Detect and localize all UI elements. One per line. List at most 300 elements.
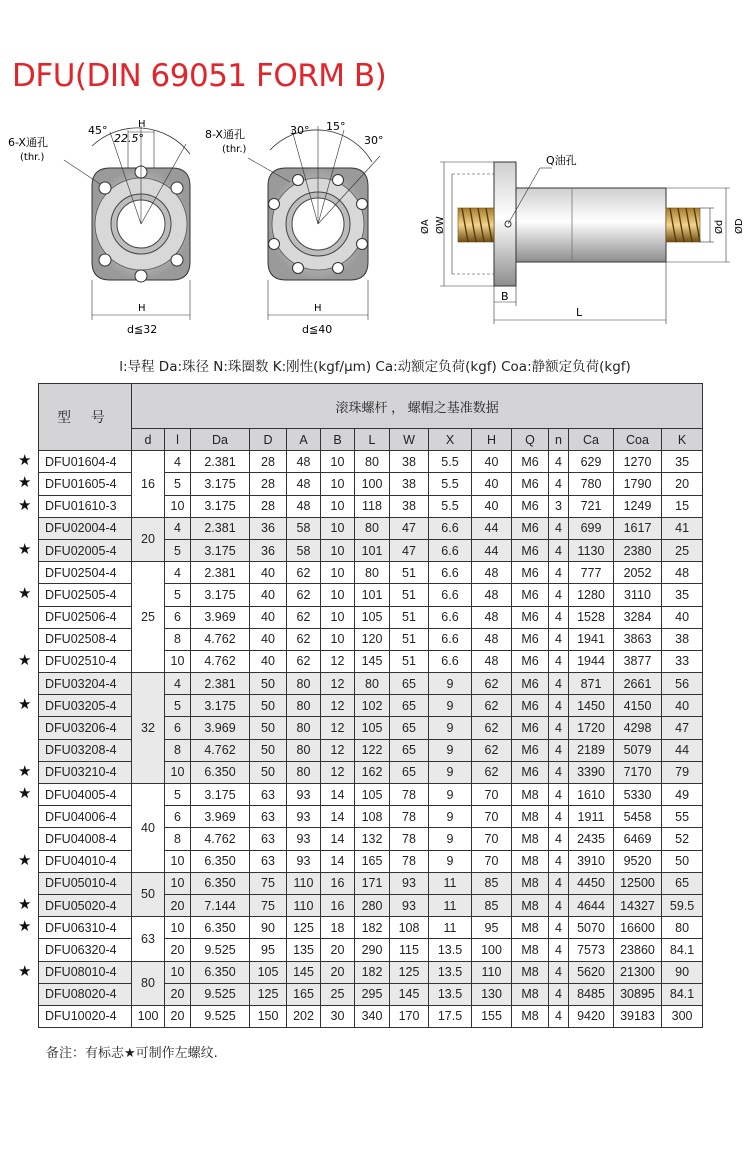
column-header: K [662, 429, 703, 451]
cell-q: M8 [512, 1005, 549, 1027]
model-cell: DFU03208-4 [39, 739, 132, 761]
cell-da: 2.381 [191, 451, 250, 473]
cell-l: 10 [165, 495, 191, 517]
mid-thr-label: (thr.) [222, 144, 247, 155]
dim-b: B [501, 290, 509, 303]
cell-l: 80 [355, 451, 390, 473]
cell-b: 16 [321, 872, 355, 894]
cell-a: 58 [287, 539, 321, 561]
header-model: 型 号 [39, 384, 132, 451]
star-icon: ★ [18, 541, 32, 558]
cell-l: 4 [165, 517, 191, 539]
cell-w: 78 [390, 828, 429, 850]
cell-x: 9 [429, 828, 472, 850]
cell-a: 48 [287, 451, 321, 473]
cell-ca: 1911 [569, 806, 614, 828]
table-row [39, 961, 703, 983]
nut-side-view [419, 153, 745, 324]
cell-d: 75 [250, 894, 287, 916]
d-group-cell: 80 [132, 961, 165, 1005]
cell-x: 9 [429, 761, 472, 783]
cell-a: 93 [287, 828, 321, 850]
spec-table [38, 383, 703, 1028]
cell-da: 3.175 [191, 473, 250, 495]
cell-x: 6.6 [429, 628, 472, 650]
model-cell: DFU04006-4 [39, 806, 132, 828]
cell-b: 14 [321, 784, 355, 806]
cell-d: 50 [250, 739, 287, 761]
cell-ca: 777 [569, 562, 614, 584]
cell-d: 90 [250, 917, 287, 939]
cell-x: 6.6 [429, 606, 472, 628]
dim-dD: ØD [734, 218, 745, 234]
cell-k: 35 [662, 451, 703, 473]
cell-w: 38 [390, 473, 429, 495]
cell-coa: 4150 [614, 695, 662, 717]
model-cell: DFU02510-4 [39, 650, 132, 672]
cell-da: 6.350 [191, 850, 250, 872]
cell-d: 50 [250, 695, 287, 717]
cell-coa: 2380 [614, 539, 662, 561]
cell-x: 6.6 [429, 517, 472, 539]
d-group-cell: 25 [132, 562, 165, 673]
cell-coa: 21300 [614, 961, 662, 983]
cell-n: 4 [549, 1005, 569, 1027]
model-cell: DFU02504-4 [39, 562, 132, 584]
cell-k: 47 [662, 717, 703, 739]
cell-q: M6 [512, 673, 549, 695]
model-cell: DFU03206-4 [39, 717, 132, 739]
star-icon: ★ [18, 918, 32, 935]
cell-q: M6 [512, 717, 549, 739]
cell-q: M6 [512, 539, 549, 561]
cell-coa: 1790 [614, 473, 662, 495]
left-dim-note: d≦32 [127, 323, 158, 336]
cell-w: 93 [390, 872, 429, 894]
cell-a: 62 [287, 628, 321, 650]
column-header: X [429, 429, 472, 451]
model-cell: DFU03204-4 [39, 673, 132, 695]
cell-k: 56 [662, 673, 703, 695]
model-cell: DFU02505-4 [39, 584, 132, 606]
cell-d: 40 [250, 562, 287, 584]
cell-coa: 30895 [614, 983, 662, 1005]
cell-a: 62 [287, 562, 321, 584]
cell-da: 9.525 [191, 1005, 250, 1027]
cell-h: 40 [472, 451, 512, 473]
flange-drawing-8-holes [205, 120, 384, 336]
table-row [39, 562, 703, 584]
cell-w: 125 [390, 961, 429, 983]
cell-coa: 9520 [614, 850, 662, 872]
cell-w: 170 [390, 1005, 429, 1027]
cell-l: 8 [165, 628, 191, 650]
cell-n: 4 [549, 850, 569, 872]
cell-da: 4.762 [191, 739, 250, 761]
d-group-cell: 50 [132, 872, 165, 916]
cell-d: 50 [250, 761, 287, 783]
d-group-cell: 63 [132, 917, 165, 961]
star-icon: ★ [18, 474, 32, 491]
cell-da: 3.969 [191, 717, 250, 739]
cell-d: 63 [250, 850, 287, 872]
cell-ca: 780 [569, 473, 614, 495]
cell-l: 295 [355, 983, 390, 1005]
d-group-cell: 16 [132, 451, 165, 518]
cell-n: 4 [549, 562, 569, 584]
d-group-cell: 40 [132, 784, 165, 873]
cell-q: M8 [512, 806, 549, 828]
cell-d: 40 [250, 628, 287, 650]
cell-b: 30 [321, 1005, 355, 1027]
cell-w: 51 [390, 584, 429, 606]
cell-da: 3.969 [191, 806, 250, 828]
cell-n: 3 [549, 495, 569, 517]
cell-w: 38 [390, 451, 429, 473]
cell-da: 9.525 [191, 983, 250, 1005]
cell-k: 44 [662, 739, 703, 761]
column-header: n [549, 429, 569, 451]
mid-h-label: H [314, 303, 322, 314]
cell-l: 80 [355, 562, 390, 584]
cell-k: 40 [662, 695, 703, 717]
column-header: A [287, 429, 321, 451]
cell-w: 65 [390, 673, 429, 695]
cell-h: 62 [472, 739, 512, 761]
cell-h: 44 [472, 539, 512, 561]
cell-l: 80 [355, 673, 390, 695]
cell-ca: 7573 [569, 939, 614, 961]
dim-dd: Ød [714, 219, 725, 234]
left-angle-1: 45° [88, 124, 108, 137]
cell-d: 150 [250, 1005, 287, 1027]
cell-ca: 1528 [569, 606, 614, 628]
cell-d: 63 [250, 806, 287, 828]
cell-a: 125 [287, 917, 321, 939]
cell-coa: 5458 [614, 806, 662, 828]
cell-x: 9 [429, 673, 472, 695]
dim-dW: ØW [435, 216, 446, 234]
cell-h: 95 [472, 917, 512, 939]
cell-k: 40 [662, 606, 703, 628]
cell-h: 70 [472, 828, 512, 850]
column-header: W [390, 429, 429, 451]
cell-w: 65 [390, 761, 429, 783]
cell-d: 75 [250, 872, 287, 894]
cell-l: 10 [165, 961, 191, 983]
cell-l: 20 [165, 894, 191, 916]
cell-b: 10 [321, 517, 355, 539]
cell-w: 51 [390, 650, 429, 672]
cell-ca: 871 [569, 673, 614, 695]
cell-k: 55 [662, 806, 703, 828]
cell-x: 9 [429, 806, 472, 828]
cell-l: 4 [165, 562, 191, 584]
cell-l: 5 [165, 695, 191, 717]
cell-n: 4 [549, 695, 569, 717]
cell-da: 6.350 [191, 917, 250, 939]
cell-q: M8 [512, 784, 549, 806]
model-cell: DFU10020-4 [39, 1005, 132, 1027]
cell-x: 11 [429, 872, 472, 894]
cell-q: M6 [512, 451, 549, 473]
cell-x: 11 [429, 917, 472, 939]
cell-q: M8 [512, 961, 549, 983]
cell-da: 3.175 [191, 584, 250, 606]
mid-angle-1: 30° [290, 124, 310, 137]
cell-h: 48 [472, 584, 512, 606]
cell-n: 4 [549, 584, 569, 606]
cell-h: 40 [472, 495, 512, 517]
cell-l: 171 [355, 872, 390, 894]
model-cell: DFU02508-4 [39, 628, 132, 650]
cell-q: M6 [512, 562, 549, 584]
cell-n: 4 [549, 739, 569, 761]
cell-a: 62 [287, 584, 321, 606]
cell-b: 12 [321, 717, 355, 739]
cell-ca: 1280 [569, 584, 614, 606]
cell-w: 65 [390, 717, 429, 739]
cell-l: 101 [355, 584, 390, 606]
model-cell: DFU02506-4 [39, 606, 132, 628]
cell-k: 59.5 [662, 894, 703, 916]
cell-l: 10 [165, 650, 191, 672]
mid-angle-3: 30° [364, 134, 384, 147]
cell-coa: 3877 [614, 650, 662, 672]
cell-d: 63 [250, 828, 287, 850]
table-row [39, 451, 703, 473]
cell-l: 6 [165, 806, 191, 828]
cell-l: 20 [165, 939, 191, 961]
cell-w: 47 [390, 517, 429, 539]
footnote: 备注：有标志★可制作左螺纹. [46, 1046, 218, 1061]
cell-k: 65 [662, 872, 703, 894]
cell-b: 10 [321, 495, 355, 517]
cell-l: 10 [165, 761, 191, 783]
cell-h: 62 [472, 695, 512, 717]
cell-ca: 1941 [569, 628, 614, 650]
cell-w: 78 [390, 850, 429, 872]
cell-a: 110 [287, 894, 321, 916]
cell-h: 100 [472, 939, 512, 961]
cell-k: 15 [662, 495, 703, 517]
table-row [39, 1005, 703, 1027]
cell-a: 48 [287, 473, 321, 495]
cell-q: M6 [512, 584, 549, 606]
cell-coa: 16600 [614, 917, 662, 939]
cell-k: 300 [662, 1005, 703, 1027]
cell-l: 105 [355, 606, 390, 628]
cell-a: 93 [287, 806, 321, 828]
column-header: L [355, 429, 390, 451]
cell-b: 10 [321, 584, 355, 606]
cell-a: 58 [287, 517, 321, 539]
cell-h: 48 [472, 628, 512, 650]
cell-q: M6 [512, 495, 549, 517]
cell-coa: 2052 [614, 562, 662, 584]
cell-q: M8 [512, 894, 549, 916]
cell-q: M6 [512, 650, 549, 672]
cell-ca: 1130 [569, 539, 614, 561]
cell-coa: 5079 [614, 739, 662, 761]
cell-l: 20 [165, 1005, 191, 1027]
cell-w: 78 [390, 784, 429, 806]
cell-n: 4 [549, 650, 569, 672]
spec-body [39, 451, 703, 1028]
cell-w: 51 [390, 606, 429, 628]
cell-h: 70 [472, 784, 512, 806]
cell-l: 132 [355, 828, 390, 850]
cell-q: M6 [512, 473, 549, 495]
cell-da: 7.144 [191, 894, 250, 916]
cell-a: 93 [287, 850, 321, 872]
cell-h: 62 [472, 717, 512, 739]
cell-b: 10 [321, 606, 355, 628]
cell-h: 48 [472, 562, 512, 584]
cell-k: 50 [662, 850, 703, 872]
cell-ca: 9420 [569, 1005, 614, 1027]
cell-x: 13.5 [429, 961, 472, 983]
cell-w: 115 [390, 939, 429, 961]
cell-h: 130 [472, 983, 512, 1005]
cell-k: 80 [662, 917, 703, 939]
cell-k: 49 [662, 784, 703, 806]
cell-n: 4 [549, 606, 569, 628]
cell-d: 50 [250, 673, 287, 695]
cell-q: M6 [512, 761, 549, 783]
cell-b: 10 [321, 473, 355, 495]
cell-w: 51 [390, 628, 429, 650]
cell-ca: 721 [569, 495, 614, 517]
page-title: DFU(DIN 69051 FORM B) [12, 58, 387, 94]
cell-coa: 5330 [614, 784, 662, 806]
model-cell: DFU05010-4 [39, 872, 132, 894]
cell-da: 3.969 [191, 606, 250, 628]
cell-l: 10 [165, 850, 191, 872]
cell-n: 4 [549, 761, 569, 783]
model-cell: DFU04010-4 [39, 850, 132, 872]
cell-w: 65 [390, 739, 429, 761]
cell-ca: 1610 [569, 784, 614, 806]
cell-w: 47 [390, 539, 429, 561]
cell-n: 4 [549, 828, 569, 850]
cell-w: 38 [390, 495, 429, 517]
cell-coa: 1617 [614, 517, 662, 539]
model-cell: DFU08010-4 [39, 961, 132, 983]
cell-l: 100 [355, 473, 390, 495]
cell-n: 4 [549, 983, 569, 1005]
cell-b: 14 [321, 806, 355, 828]
cell-ca: 4644 [569, 894, 614, 916]
cell-a: 80 [287, 761, 321, 783]
cell-ca: 3390 [569, 761, 614, 783]
model-cell: DFU04005-4 [39, 784, 132, 806]
mid-holes-label: 8-X通孔 [205, 128, 245, 141]
cell-l: 162 [355, 761, 390, 783]
model-cell: DFU04008-4 [39, 828, 132, 850]
cell-l: 145 [355, 650, 390, 672]
cell-q: M8 [512, 917, 549, 939]
cell-q: M6 [512, 606, 549, 628]
cell-da: 4.762 [191, 650, 250, 672]
cell-b: 12 [321, 761, 355, 783]
cell-l: 280 [355, 894, 390, 916]
cell-h: 110 [472, 961, 512, 983]
cell-d: 40 [250, 606, 287, 628]
cell-d: 105 [250, 961, 287, 983]
cell-d: 28 [250, 495, 287, 517]
cell-n: 4 [549, 961, 569, 983]
cell-a: 202 [287, 1005, 321, 1027]
cell-l: 80 [355, 517, 390, 539]
cell-x: 5.5 [429, 495, 472, 517]
table-row [39, 872, 703, 894]
cell-q: M8 [512, 828, 549, 850]
cell-x: 9 [429, 717, 472, 739]
cell-coa: 23860 [614, 939, 662, 961]
model-cell: DFU06320-4 [39, 939, 132, 961]
cell-n: 4 [549, 673, 569, 695]
cell-b: 14 [321, 828, 355, 850]
header-group: 滚珠螺杆 ， 螺帽之基准数据 [132, 384, 703, 429]
oil-hole-label: Q油孔 [546, 154, 577, 167]
cell-b: 16 [321, 894, 355, 916]
cell-coa: 2661 [614, 673, 662, 695]
cell-coa: 39183 [614, 1005, 662, 1027]
cell-b: 10 [321, 628, 355, 650]
cell-da: 2.381 [191, 562, 250, 584]
star-icon: ★ [18, 585, 32, 602]
cell-a: 80 [287, 695, 321, 717]
star-icon: ★ [18, 696, 32, 713]
model-cell: DFU08020-4 [39, 983, 132, 1005]
cell-h: 70 [472, 806, 512, 828]
model-cell: DFU03210-4 [39, 761, 132, 783]
cell-x: 9 [429, 739, 472, 761]
cell-q: M6 [512, 517, 549, 539]
cell-l: 118 [355, 495, 390, 517]
cell-b: 12 [321, 650, 355, 672]
cell-d: 36 [250, 517, 287, 539]
cell-b: 25 [321, 983, 355, 1005]
cell-a: 165 [287, 983, 321, 1005]
column-header: Da [191, 429, 250, 451]
cell-l: 105 [355, 784, 390, 806]
cell-l: 20 [165, 983, 191, 1005]
cell-q: M8 [512, 939, 549, 961]
cell-l: 182 [355, 961, 390, 983]
dim-l: L [576, 306, 583, 319]
cell-h: 44 [472, 517, 512, 539]
cell-ca: 699 [569, 517, 614, 539]
left-h-top: H [138, 119, 146, 130]
cell-da: 6.350 [191, 872, 250, 894]
cell-a: 93 [287, 784, 321, 806]
left-holes-label: 6-X通孔 [8, 136, 48, 149]
model-cell: DFU05020-4 [39, 894, 132, 916]
cell-da: 3.175 [191, 784, 250, 806]
cell-d: 50 [250, 717, 287, 739]
cell-b: 12 [321, 695, 355, 717]
cell-q: M8 [512, 983, 549, 1005]
star-icon: ★ [18, 963, 32, 980]
cell-d: 63 [250, 784, 287, 806]
cell-h: 48 [472, 650, 512, 672]
cell-k: 84.1 [662, 939, 703, 961]
dim-dA: ØA [420, 219, 431, 234]
cell-a: 80 [287, 717, 321, 739]
cell-w: 108 [390, 917, 429, 939]
